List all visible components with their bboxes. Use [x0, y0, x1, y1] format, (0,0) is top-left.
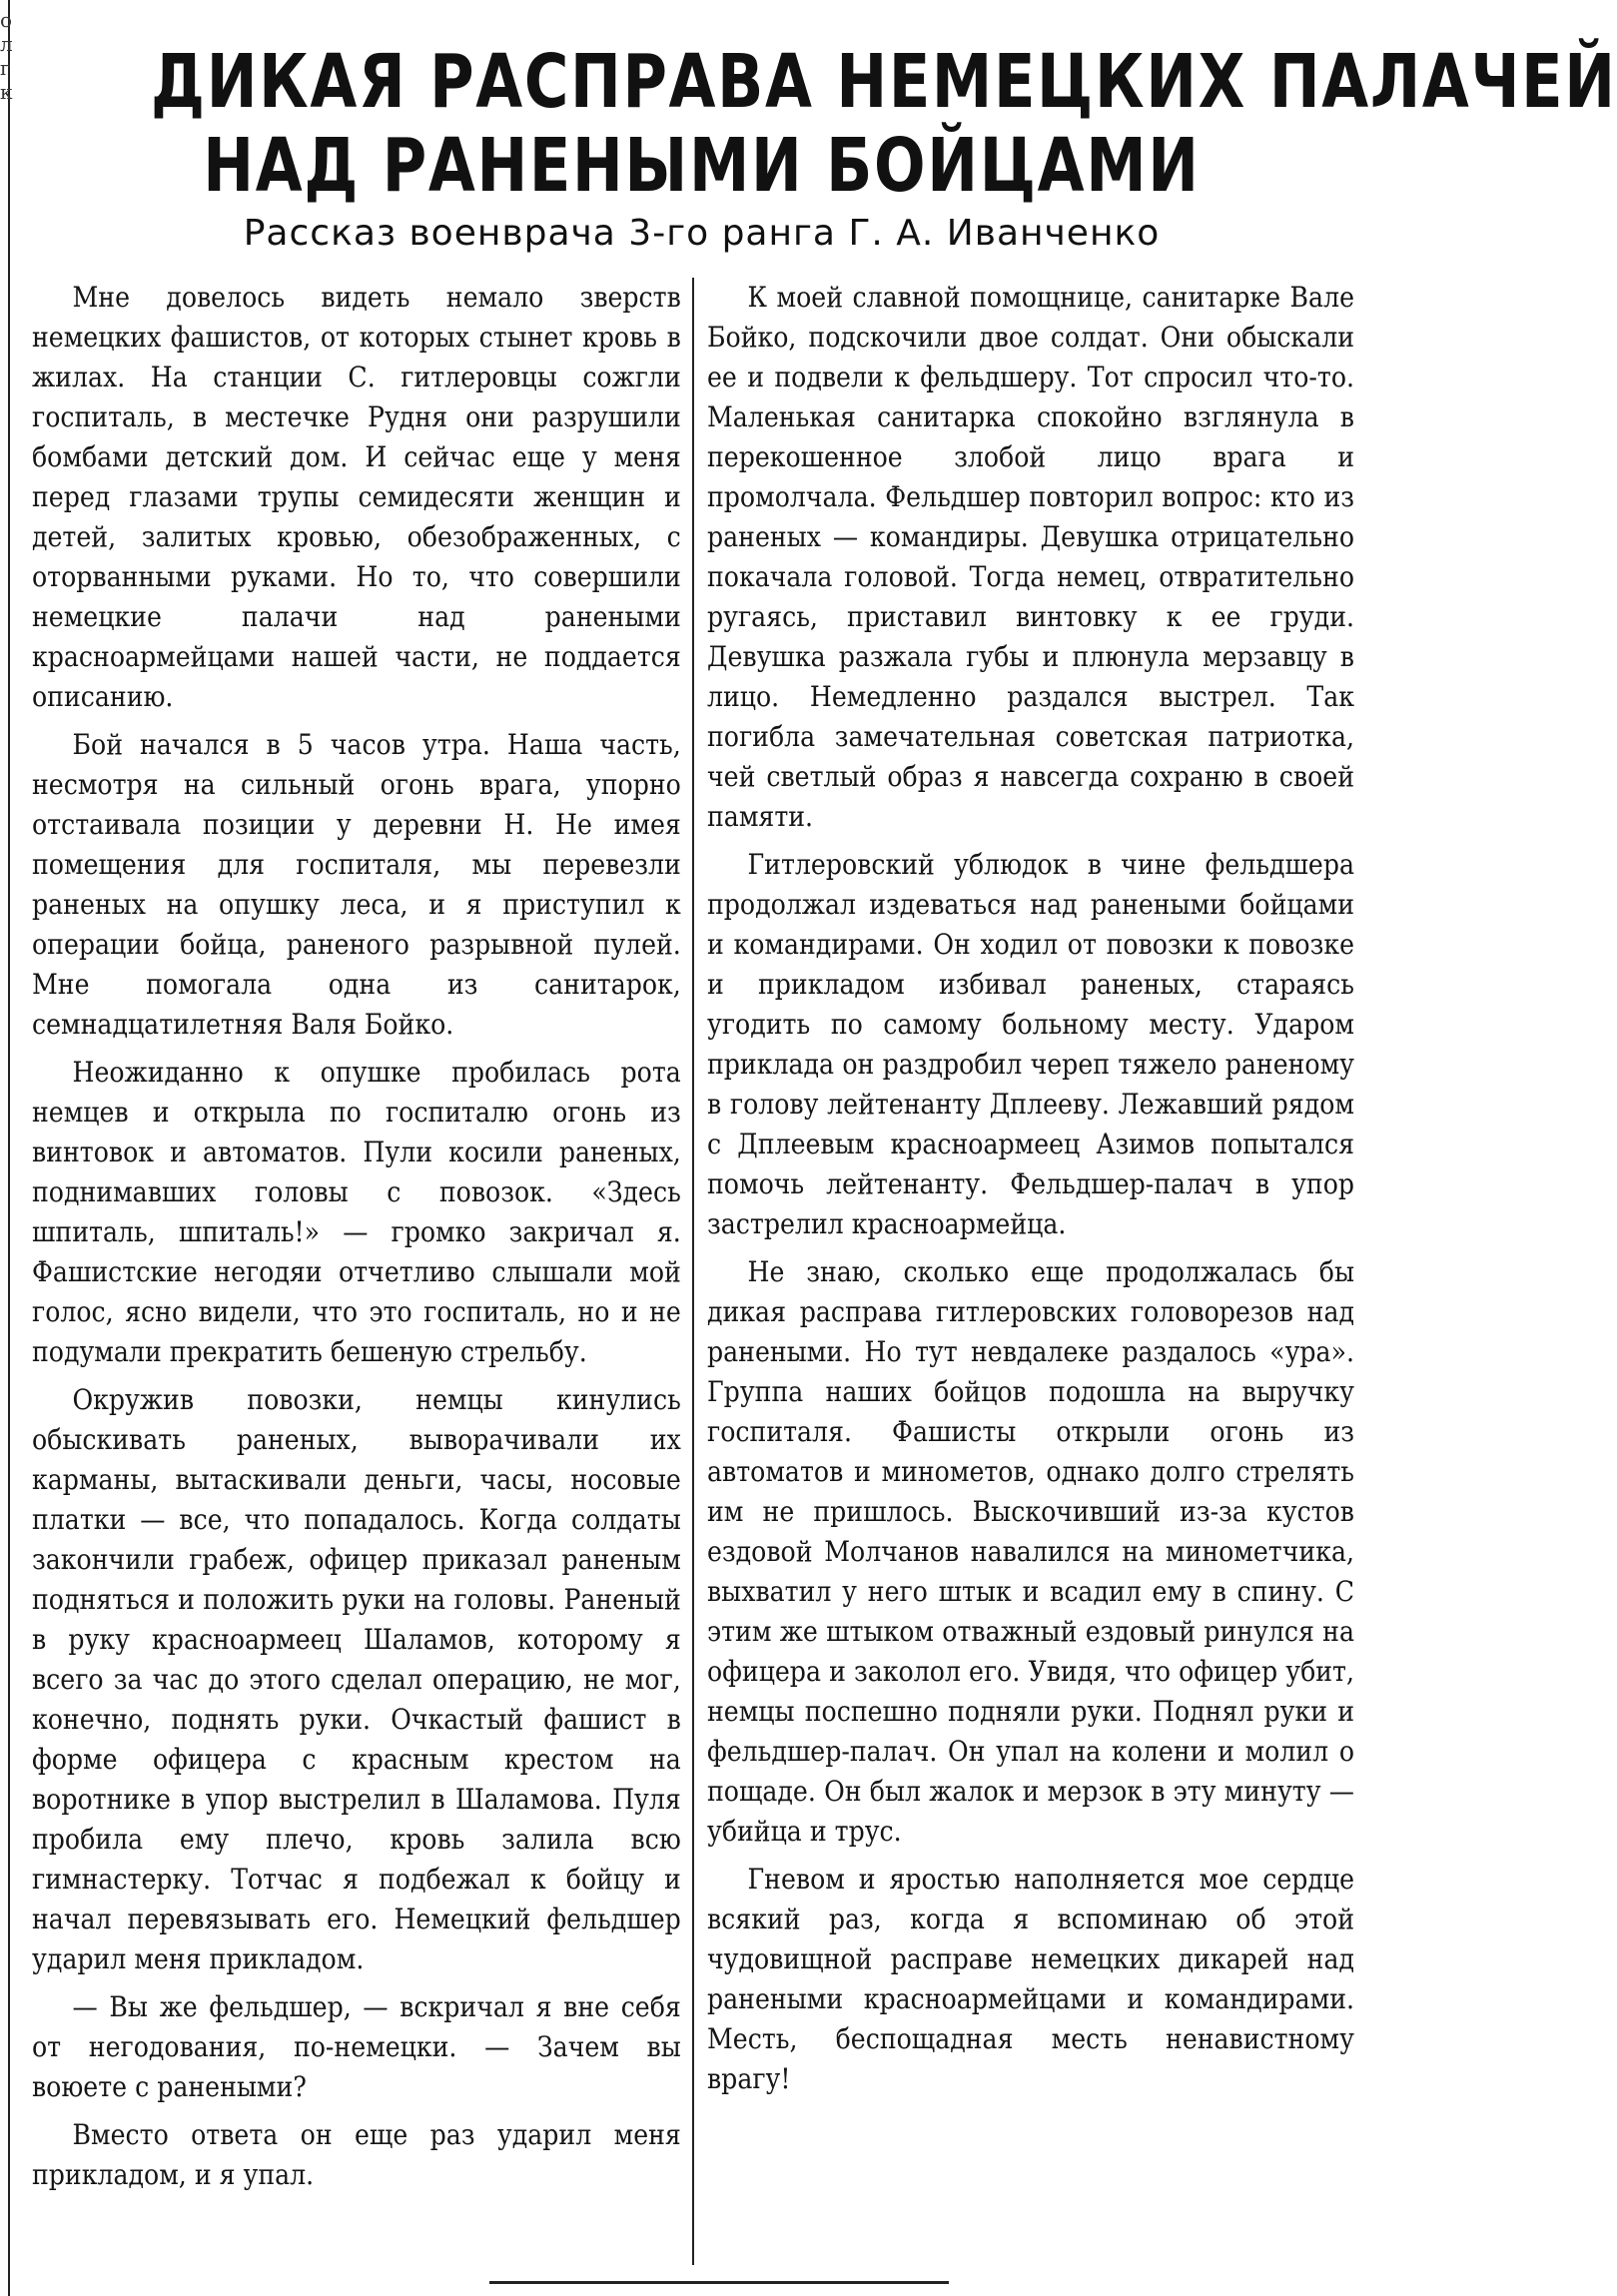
edge-marks: [0, 8, 20, 104]
paragraph: К моей славной помощнице, санитарке Вале Бойко, подскочили двое солдат. Они обыскали ее и подвели к фельдшеру. Тот спросил что-то. Маленькая санитарка спокойно взглянула в перекошенное злобой лицо врага и промолчала. Фельдшер повторил вопрос: кто из раненых — командиры. Девушка отрицательно покачала головой. Тогда немец, отвратительно ругаясь, приставил винтовку к ее груди. Девушка разжала губы и плюнула мерзавцу в лицо. Немедленно раздался выстрел. Так погибла замечательная советская патриотка, чей светлый образ я навсегда сохраню в своей памяти.: [707, 281, 1354, 833]
article-column-left: [32, 278, 681, 2203]
paragraph: Гитлеровский ублюдок в чине фельдшера продолжал издеваться над ранеными бойцами и командирами. Он ходил от повозки к повозке и прикладом избивал раненых, стараясь угодить по самому больному месту. Ударом приклада он раздробил череп тяжело раненому в голову лейтенанту Дплееву. Лежавший рядом с Дплеевым красноармеец Азимов попытался помочь лейтенанту. Фельдшер-палач в упор застрелил красноармейца.: [707, 848, 1354, 1240]
paragraph: Вместо ответа он еще раз ударил меня прикладом, и я упал.: [32, 2118, 681, 2191]
paragraph: Гневом и яростью наполняется мое сердце всякий раз, когда я вспоминаю об этой чудовищной расправе немецких дикарей над ранеными красноармейцами и командирами. Месть, беспощадная месть ненавистному врагу!: [707, 1863, 1354, 2095]
byline-subtitle: Рассказ военврача 3-го ранга Г. А. Иванченко: [243, 213, 1161, 254]
headline: [151, 39, 1617, 209]
left-margin-rule: [8, 0, 10, 2296]
paragraph: Мне довелось видеть немало зверств немецких фашистов, от которых стынет кровь в жилах. На станции С. гитлеровцы сожгли госпиталь, в местечке Рудня они разрушили бомбами детский дом. И сейчас еще у меня перед глазами трупы семидесяти женщин и детей, залитых кровью, обезображенных, с оторванными руками. Но то, что совершили немецкие палачи над ранеными красноармейцами нашей части, не поддается описанию.: [32, 281, 681, 713]
paragraph: Неожиданно к опушке пробилась рота немцев и открыла по госпиталю огонь из винтовок и автоматов. Пули косили раненых, поднимавших головы с повозок. «Здесь шпиталь, шпиталь!» — громко закричал я. Фашистские негодяи отчетливо слышали мой голос, ясно видели, что это госпиталь, но и не подумали прекратить бешеную стрельбу.: [32, 1056, 681, 1368]
paragraph: Бой начался в 5 часов утра. Наша часть, несмотря на сильный огонь врага, упорно отстаивала позиции у деревни Н. Не имея помещения для госпиталя, мы перевезли раненых на опушку леса, и я приступил к операции бойца, раненого разрывной пулей. Мне помогала одна из санитарок, семнадцатилетняя Валя Бойко.: [32, 728, 681, 1041]
article-column-right: [707, 278, 1354, 2107]
headline-line-2: НАД РАНЕНЫМИ БОЙЦАМИ: [203, 123, 1201, 209]
paragraph: Окружив повозки, немцы кинулись обыскивать раненых, выворачивали их карманы, вытаскивали деньги, часы, носовые платки — все, что попадалось. Когда солдаты закончили грабеж, офицер приказал раненым подняться и положить руки на головы. Раненый в руку красноармеец Шаламов, которому я всего за час до этого сделал операцию, не мог, конечно, поднять руки. Очкастый фашист в форме офицера с красным крестом на воротнике в упор выстрелил в Шаламова. Пуля пробила ему плечо, кровь залила всю гимнастерку. Тотчас я подбежал к бойцу и начал перевязывать его. Немецкий фельдшер ударил меня прикладом.: [32, 1383, 681, 1975]
paragraph: Не знаю, сколько еще продолжалась бы дикая расправа гитлеровских головорезов над ранеными. Но тут невдалеке раздалось «ура». Группа наших бойцов подошла на выручку госпиталя. Фашисты открыли огонь из автоматов и минометов, однако долго стрелять им не пришлось. Выскочивший из-за кустов ездовой Молчанов навалился на минометчика, выхватил у него штык и всадил ему в спину. С этим же штыком отважный ездовый ринулся на офицера и заколол его. Увидя, что офицер убит, немцы поспешно подняли руки. Поднял руки и фельдшер-палач. Он упал на колени и молил о пощаде. Он был жалок и мерзок в эту минуту — убийца и трус.: [707, 1255, 1354, 1848]
edge-mark: г: [0, 56, 11, 80]
edge-mark: л: [0, 32, 13, 56]
bottom-rule: [489, 2281, 949, 2284]
column-divider: [692, 278, 694, 2265]
edge-mark: о: [0, 8, 13, 32]
paragraph: — Вы же фельдшер, — вскричал я вне себя от негодования, по-немецки. — Зачем вы воюете с ранеными?: [32, 1990, 681, 2103]
headline-line-1: ДИКАЯ РАСПРАВА НЕМЕЦКИХ ПАЛАЧЕЙ: [151, 39, 1617, 125]
edge-mark: к: [0, 80, 13, 104]
